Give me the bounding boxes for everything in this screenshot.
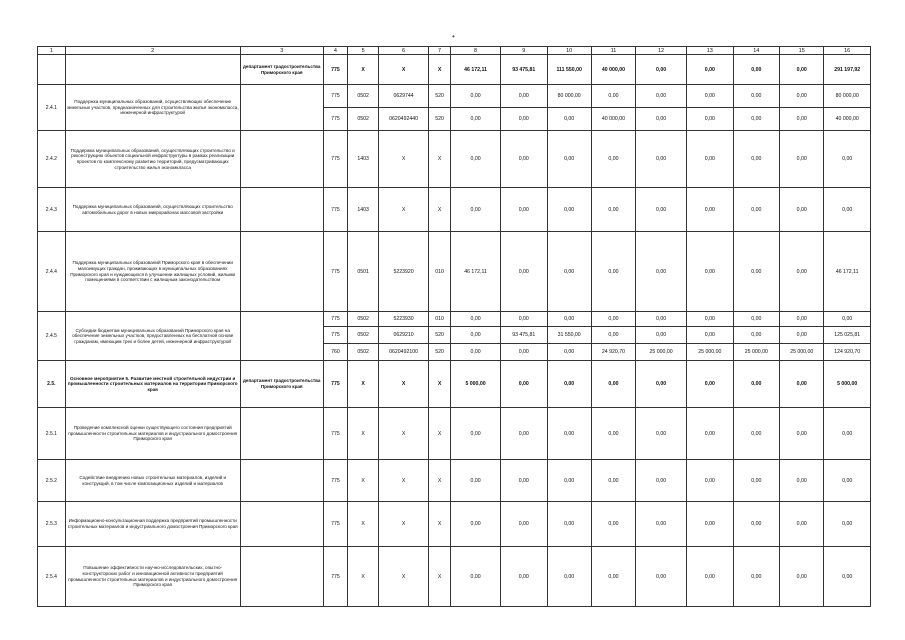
value-cell: 0,00	[687, 85, 734, 108]
value-cell: 25 000,00	[636, 344, 687, 361]
value-cell: 0,00	[733, 232, 780, 312]
value-cell: 0502	[348, 312, 379, 327]
value-cell: 0,00	[547, 547, 591, 607]
value-cell: 0,00	[451, 188, 501, 232]
value-cell: X	[379, 460, 429, 502]
value-cell: 0,00	[451, 502, 501, 547]
value-cell: 0,00	[591, 327, 635, 344]
value-cell: 0,00	[547, 108, 591, 131]
value-cell: 775	[323, 502, 347, 547]
value-cell: X	[348, 361, 379, 408]
table-row	[38, 361, 871, 408]
value-cell: 0,00	[636, 408, 687, 460]
value-cell: 0,00	[733, 502, 780, 547]
value-cell: 25 000,00	[780, 344, 824, 361]
value-cell: 0,00	[687, 547, 734, 607]
table-row	[38, 502, 871, 547]
value-cell: 0,00	[687, 361, 734, 408]
value-cell: 31 550,00	[547, 327, 591, 344]
value-cell: 46 172,11	[451, 55, 501, 85]
column-number-16: 16	[824, 47, 871, 55]
value-cell: 0,00	[780, 131, 824, 188]
value-cell: 0,00	[500, 85, 547, 108]
budget-table	[37, 46, 871, 607]
value-cell: 0,00	[636, 460, 687, 502]
value-cell: 0,00	[687, 55, 734, 85]
column-number-7: 7	[429, 47, 451, 55]
value-cell: X	[379, 361, 429, 408]
value-cell: 0,00	[636, 188, 687, 232]
table-row	[38, 85, 871, 108]
value-cell: 0,00	[591, 361, 635, 408]
value-cell: 0,00	[824, 460, 871, 502]
value-cell: 0,00	[636, 547, 687, 607]
value-cell: 0,00	[591, 131, 635, 188]
value-cell: 0,00	[500, 460, 547, 502]
value-cell: 0,00	[591, 408, 635, 460]
value-cell: 775	[323, 460, 347, 502]
value-cell: 0,00	[636, 108, 687, 131]
column-number-9: 9	[500, 47, 547, 55]
value-cell: 0,00	[636, 502, 687, 547]
value-cell: 0502	[348, 85, 379, 108]
column-number-5: 5	[348, 47, 379, 55]
value-cell: 0,00	[780, 361, 824, 408]
value-cell: 111 550,00	[547, 55, 591, 85]
row-id: 2.5.	[38, 361, 66, 408]
value-cell: 0,00	[824, 502, 871, 547]
value-cell: 0,00	[824, 408, 871, 460]
value-cell: 0,00	[733, 312, 780, 327]
value-cell: 0,00	[451, 131, 501, 188]
row-id: 2.4.1	[38, 85, 66, 131]
value-cell: 0,00	[500, 108, 547, 131]
value-cell: 0,00	[547, 502, 591, 547]
value-cell: 40 000,00	[824, 108, 871, 131]
value-cell: 0,00	[451, 108, 501, 131]
value-cell: 80 000,00	[824, 85, 871, 108]
value-cell: X	[429, 408, 451, 460]
value-cell: 0501	[348, 232, 379, 312]
value-cell: 1403	[348, 131, 379, 188]
value-cell: 775	[323, 232, 347, 312]
value-cell: 0,00	[591, 547, 635, 607]
value-cell: 0,00	[500, 344, 547, 361]
value-cell: 0,00	[636, 232, 687, 312]
value-cell: 0,00	[547, 232, 591, 312]
value-cell: 775	[323, 108, 347, 131]
value-cell: 0,00	[687, 502, 734, 547]
value-cell: 775	[323, 361, 347, 408]
value-cell: 0,00	[780, 502, 824, 547]
column-number-3: 3	[240, 47, 323, 55]
row-department: департамент градостроительства Приморского края	[240, 361, 323, 408]
value-cell: 0,00	[733, 547, 780, 607]
row-department	[240, 502, 323, 547]
value-cell: 0,00	[780, 188, 824, 232]
value-cell: 24 920,70	[591, 344, 635, 361]
row-department	[240, 408, 323, 460]
value-cell: 010	[429, 232, 451, 312]
row-department	[240, 85, 323, 131]
value-cell: 0,00	[591, 460, 635, 502]
table-row	[38, 547, 871, 607]
row-id: 2.4.4	[38, 232, 66, 312]
value-cell: X	[379, 55, 429, 85]
row-description: Субсидии бюджетам муниципальных образований Приморского края на обеспечение земельных участков, предоставленных на бесплатной основе гражданам, имеющим трех и более детей, инженерной инфраструктурой	[65, 312, 240, 361]
row-description: Проведение комплексной оценки существующего состояния предприятий промышленности строительных материалов и индустриального домостроения Приморского края	[65, 408, 240, 460]
value-cell: X	[379, 188, 429, 232]
value-cell: 0502	[348, 344, 379, 361]
value-cell: 0,00	[687, 131, 734, 188]
value-cell: 775	[323, 55, 347, 85]
row-description: Основное мероприятие 5. Развитие местной строительной индустрии и промышленности строительных материалов на территории Приморского края	[65, 361, 240, 408]
value-cell: X	[379, 131, 429, 188]
value-cell: 5 000,00	[824, 361, 871, 408]
value-cell: X	[379, 502, 429, 547]
value-cell: 775	[323, 312, 347, 327]
value-cell: X	[379, 547, 429, 607]
row-description: Поддержка муниципальных образований, осуществляющих строительство и реконструкцию объектов социальной инфраструктуры в рамках реализации проектов по комплексному развитию территорий, предусматривающих строительство жилья экономкласса	[65, 131, 240, 188]
value-cell: 0,00	[591, 232, 635, 312]
value-cell: 0,00	[780, 85, 824, 108]
value-cell: 124 920,70	[824, 344, 871, 361]
value-cell: 0,00	[591, 312, 635, 327]
row-description: Поддержка муниципальных образований, осуществляющих строительство автомобильных дорог в новых микрорайонах массовой застройки	[65, 188, 240, 232]
value-cell: 0,00	[451, 460, 501, 502]
value-cell: 0,00	[780, 108, 824, 131]
row-department	[240, 131, 323, 188]
row-description	[65, 55, 240, 85]
value-cell: 010	[429, 312, 451, 327]
value-cell: 0,00	[636, 131, 687, 188]
value-cell: X	[348, 547, 379, 607]
value-cell: 0,00	[591, 188, 635, 232]
value-cell: 775	[323, 327, 347, 344]
table-row	[38, 232, 871, 312]
value-cell: 0,00	[500, 361, 547, 408]
value-cell: 0,00	[547, 361, 591, 408]
value-cell: X	[348, 502, 379, 547]
value-cell: 0,00	[733, 108, 780, 131]
value-cell: 0,00	[733, 188, 780, 232]
table-row	[38, 131, 871, 188]
value-cell: 0620492100	[379, 344, 429, 361]
value-cell: 775	[323, 131, 347, 188]
value-cell: 0,00	[780, 232, 824, 312]
value-cell: 520	[429, 327, 451, 344]
value-cell: X	[348, 55, 379, 85]
value-cell: 0,00	[547, 344, 591, 361]
value-cell: 0,00	[500, 547, 547, 607]
row-department	[240, 547, 323, 607]
value-cell: 520	[429, 344, 451, 361]
value-cell: 0,00	[547, 312, 591, 327]
value-cell: 0,00	[780, 312, 824, 327]
value-cell: X	[429, 547, 451, 607]
value-cell: 0,00	[636, 361, 687, 408]
column-number-4: 4	[323, 47, 347, 55]
column-number-1: 1	[38, 47, 66, 55]
value-cell: 0,00	[500, 408, 547, 460]
value-cell: 0,00	[733, 327, 780, 344]
value-cell: X	[429, 55, 451, 85]
column-number-10: 10	[547, 47, 591, 55]
value-cell: 0,00	[733, 361, 780, 408]
value-cell: 520	[429, 85, 451, 108]
row-id: 2.5.2	[38, 460, 66, 502]
value-cell: 25 000,00	[733, 344, 780, 361]
value-cell: 0,00	[733, 460, 780, 502]
value-cell: 46 172,11	[824, 232, 871, 312]
row-id: 2.5.3	[38, 502, 66, 547]
row-department	[240, 188, 323, 232]
value-cell: 0,00	[591, 502, 635, 547]
row-department	[240, 232, 323, 312]
value-cell: 5223920	[379, 232, 429, 312]
row-description: Содействие внедрению новых строительных материалов, изделий и конструкций, в том числе композиционных изделий и материалов	[65, 460, 240, 502]
value-cell: 0,00	[451, 327, 501, 344]
value-cell: 0,00	[824, 547, 871, 607]
value-cell: 775	[323, 547, 347, 607]
value-cell: 5223930	[379, 312, 429, 327]
value-cell: 0,00	[547, 188, 591, 232]
value-cell: 775	[323, 408, 347, 460]
value-cell: X	[348, 460, 379, 502]
value-cell: 0,00	[500, 312, 547, 327]
page-mark: •	[452, 32, 455, 41]
value-cell: X	[429, 502, 451, 547]
column-number-12: 12	[636, 47, 687, 55]
value-cell: 775	[323, 85, 347, 108]
value-cell: 0502	[348, 108, 379, 131]
value-cell: 0,00	[687, 327, 734, 344]
value-cell: 0,00	[733, 85, 780, 108]
row-description: Поддержка муниципальных образований Приморского края в обеспечении малоимущих граждан, проживающих в муниципальных образованиях Приморского края и нуждающихся в улучшении жилищных условий, жилыми помещениями в соответствии с жилищным законодательством	[65, 232, 240, 312]
column-number-14: 14	[733, 47, 780, 55]
value-cell: 0,00	[451, 344, 501, 361]
value-cell: 0,00	[687, 312, 734, 327]
column-number-8: 8	[451, 47, 501, 55]
value-cell: 0,00	[687, 232, 734, 312]
value-cell: 291 197,92	[824, 55, 871, 85]
value-cell: 0,00	[500, 232, 547, 312]
value-cell: 0,00	[547, 460, 591, 502]
table-header-row	[38, 47, 871, 55]
value-cell: 0,00	[733, 55, 780, 85]
value-cell: 0502	[348, 327, 379, 344]
value-cell: 0,00	[687, 188, 734, 232]
value-cell: 0620492440	[379, 108, 429, 131]
value-cell: 0629210	[379, 327, 429, 344]
row-id: 2.5.4	[38, 547, 66, 607]
row-description: Повышение эффективности научно-исследовательских, опытно-конструкторских работ и инновационной активности предприятий промышленности строительных материалов и индустриального домостроения Приморского края	[65, 547, 240, 607]
value-cell: X	[429, 131, 451, 188]
row-department: департамент градостроительства Приморского края	[240, 55, 323, 85]
value-cell: 0,00	[500, 502, 547, 547]
value-cell: 5 000,00	[451, 361, 501, 408]
value-cell: X	[348, 408, 379, 460]
column-number-13: 13	[687, 47, 734, 55]
value-cell: 0,00	[780, 55, 824, 85]
table-row	[38, 312, 871, 327]
value-cell: 1403	[348, 188, 379, 232]
value-cell: 0,00	[500, 131, 547, 188]
value-cell: 80 000,00	[547, 85, 591, 108]
row-department	[240, 312, 323, 361]
value-cell: 0,00	[780, 408, 824, 460]
column-number-2: 2	[65, 47, 240, 55]
value-cell: X	[379, 408, 429, 460]
row-description: Поддержка муниципальных образований, осуществляющих обеспечение земельных участков, предназначенных для строительства жилья экономкласса, инженерной инфраструктурой	[65, 85, 240, 131]
value-cell: 0,00	[591, 85, 635, 108]
value-cell: 0,00	[451, 85, 501, 108]
table-row	[38, 55, 871, 85]
value-cell: 0,00	[636, 85, 687, 108]
row-department	[240, 460, 323, 502]
value-cell: 0,00	[824, 312, 871, 327]
table-row	[38, 188, 871, 232]
value-cell: 0,00	[780, 327, 824, 344]
value-cell: X	[429, 361, 451, 408]
value-cell: 93 475,81	[500, 327, 547, 344]
value-cell: 0,00	[824, 131, 871, 188]
row-id: 2.5.1	[38, 408, 66, 460]
value-cell: 775	[323, 188, 347, 232]
column-number-11: 11	[591, 47, 635, 55]
value-cell: 0,00	[824, 188, 871, 232]
value-cell: 0,00	[687, 108, 734, 131]
table-row	[38, 408, 871, 460]
value-cell: 0,00	[687, 460, 734, 502]
value-cell: 125 025,81	[824, 327, 871, 344]
value-cell: 25 000,00	[687, 344, 734, 361]
value-cell: 40 000,00	[591, 108, 635, 131]
value-cell: 0,00	[687, 408, 734, 460]
value-cell: 0,00	[636, 327, 687, 344]
column-number-15: 15	[780, 47, 824, 55]
value-cell: 520	[429, 108, 451, 131]
value-cell: 0,00	[451, 408, 501, 460]
row-id: 2.4.5	[38, 312, 66, 361]
value-cell: 0,00	[733, 131, 780, 188]
value-cell: 760	[323, 344, 347, 361]
value-cell: 93 475,81	[500, 55, 547, 85]
value-cell: 0,00	[451, 312, 501, 327]
value-cell: 0,00	[780, 547, 824, 607]
value-cell: 0,00	[547, 408, 591, 460]
value-cell: 0,00	[500, 188, 547, 232]
value-cell: 46 172,11	[451, 232, 501, 312]
value-cell: 0,00	[547, 131, 591, 188]
value-cell: 40 000,00	[591, 55, 635, 85]
table-row	[38, 460, 871, 502]
value-cell: 0,00	[733, 408, 780, 460]
row-id: 2.4.2	[38, 131, 66, 188]
value-cell: 0629744	[379, 85, 429, 108]
row-description: Информационно-консультационная поддержка предприятий промышленности строительных материалов и индустриального домостроения Приморского края	[65, 502, 240, 547]
value-cell: 0,00	[636, 312, 687, 327]
value-cell: 0,00	[636, 55, 687, 85]
value-cell: 0,00	[780, 460, 824, 502]
column-number-6: 6	[379, 47, 429, 55]
row-id	[38, 55, 66, 85]
value-cell: X	[429, 460, 451, 502]
value-cell: 0,00	[451, 547, 501, 607]
value-cell: X	[429, 188, 451, 232]
row-id: 2.4.3	[38, 188, 66, 232]
